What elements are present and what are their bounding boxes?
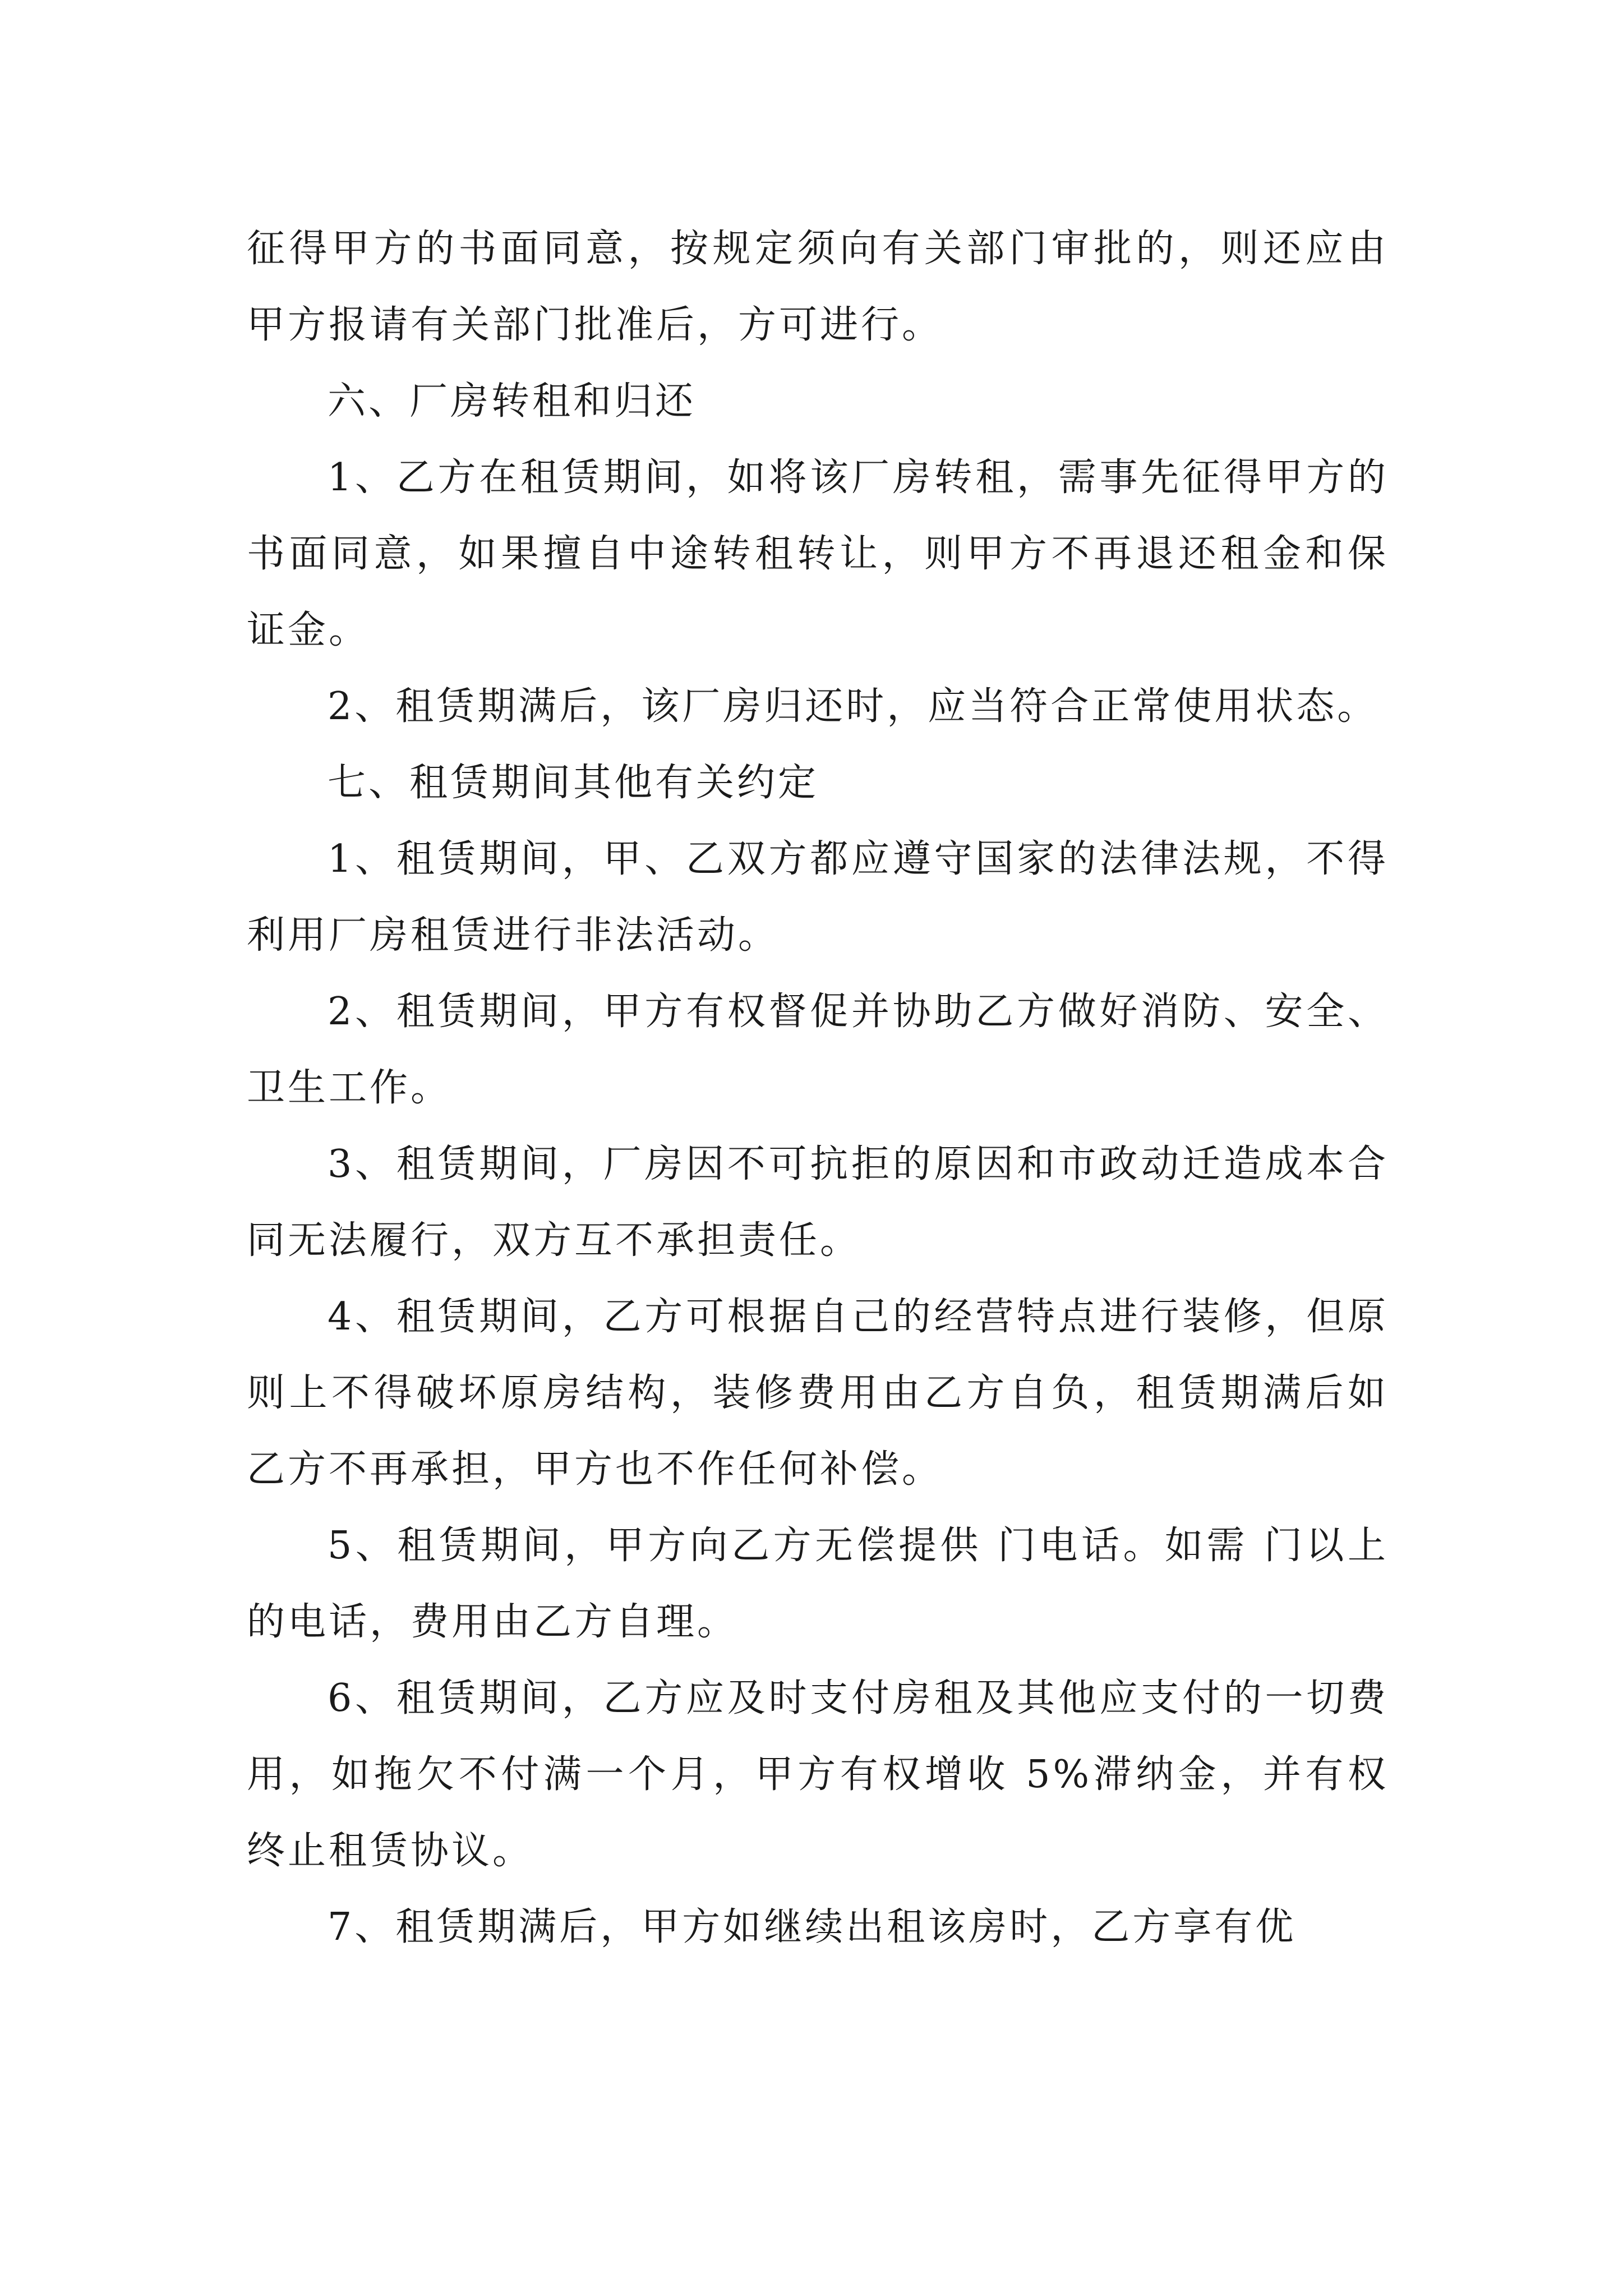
document-body	[247, 211, 1389, 1966]
clause: 2、租赁期满后，该厂房归还时，应当符合正常使用状态。	[328, 684, 1378, 729]
clause: 2、租赁期间，甲方有权督促并协助乙方做好消防、安全、卫生工作。	[247, 990, 1389, 1110]
clause: 4、租赁期间，乙方可根据自己的经营特点进行装修，但原则上不得破坏原房结构，装修费用由乙方自负，租赁期满后如乙方不再承担，甲方也不作任何补偿。	[247, 1295, 1389, 1492]
section-heading: 七、租赁期间其他有关约定	[328, 761, 819, 805]
section-heading: 六、厂房转租和归还	[328, 379, 697, 424]
clause: 1、租赁期间，甲、乙双方都应遵守国家的法律法规，不得利用厂房租赁进行非法活动。	[247, 837, 1389, 958]
paragraph: 征得甲方的书面同意，按规定须向有关部门审批的，则还应由甲方报请有关部门批准后，方可进行。	[247, 227, 1389, 347]
clause: 3、租赁期间，厂房因不可抗拒的原因和市政动迁造成本合同无法履行，双方互不承担责任。	[247, 1142, 1389, 1263]
clause: 1、乙方在租赁期间，如将该厂房转租，需事先征得甲方的书面同意，如果擅自中途转租转让，则甲方不再退还租金和保证金。	[247, 455, 1389, 652]
clause: 5、租赁期间，甲方向乙方无偿提供 门电话。如需 门以上的电话，费用由乙方自理。	[247, 1524, 1389, 1644]
clause: 7、租赁期满后，甲方如继续出租该房时，乙方享有优	[328, 1905, 1297, 1949]
clause: 6、租赁期间，乙方应及时支付房租及其他应支付的一切费用，如拖欠不付满一个月，甲方有权增收 5%滞纳金，并有权终止租赁协议。	[247, 1676, 1389, 1873]
